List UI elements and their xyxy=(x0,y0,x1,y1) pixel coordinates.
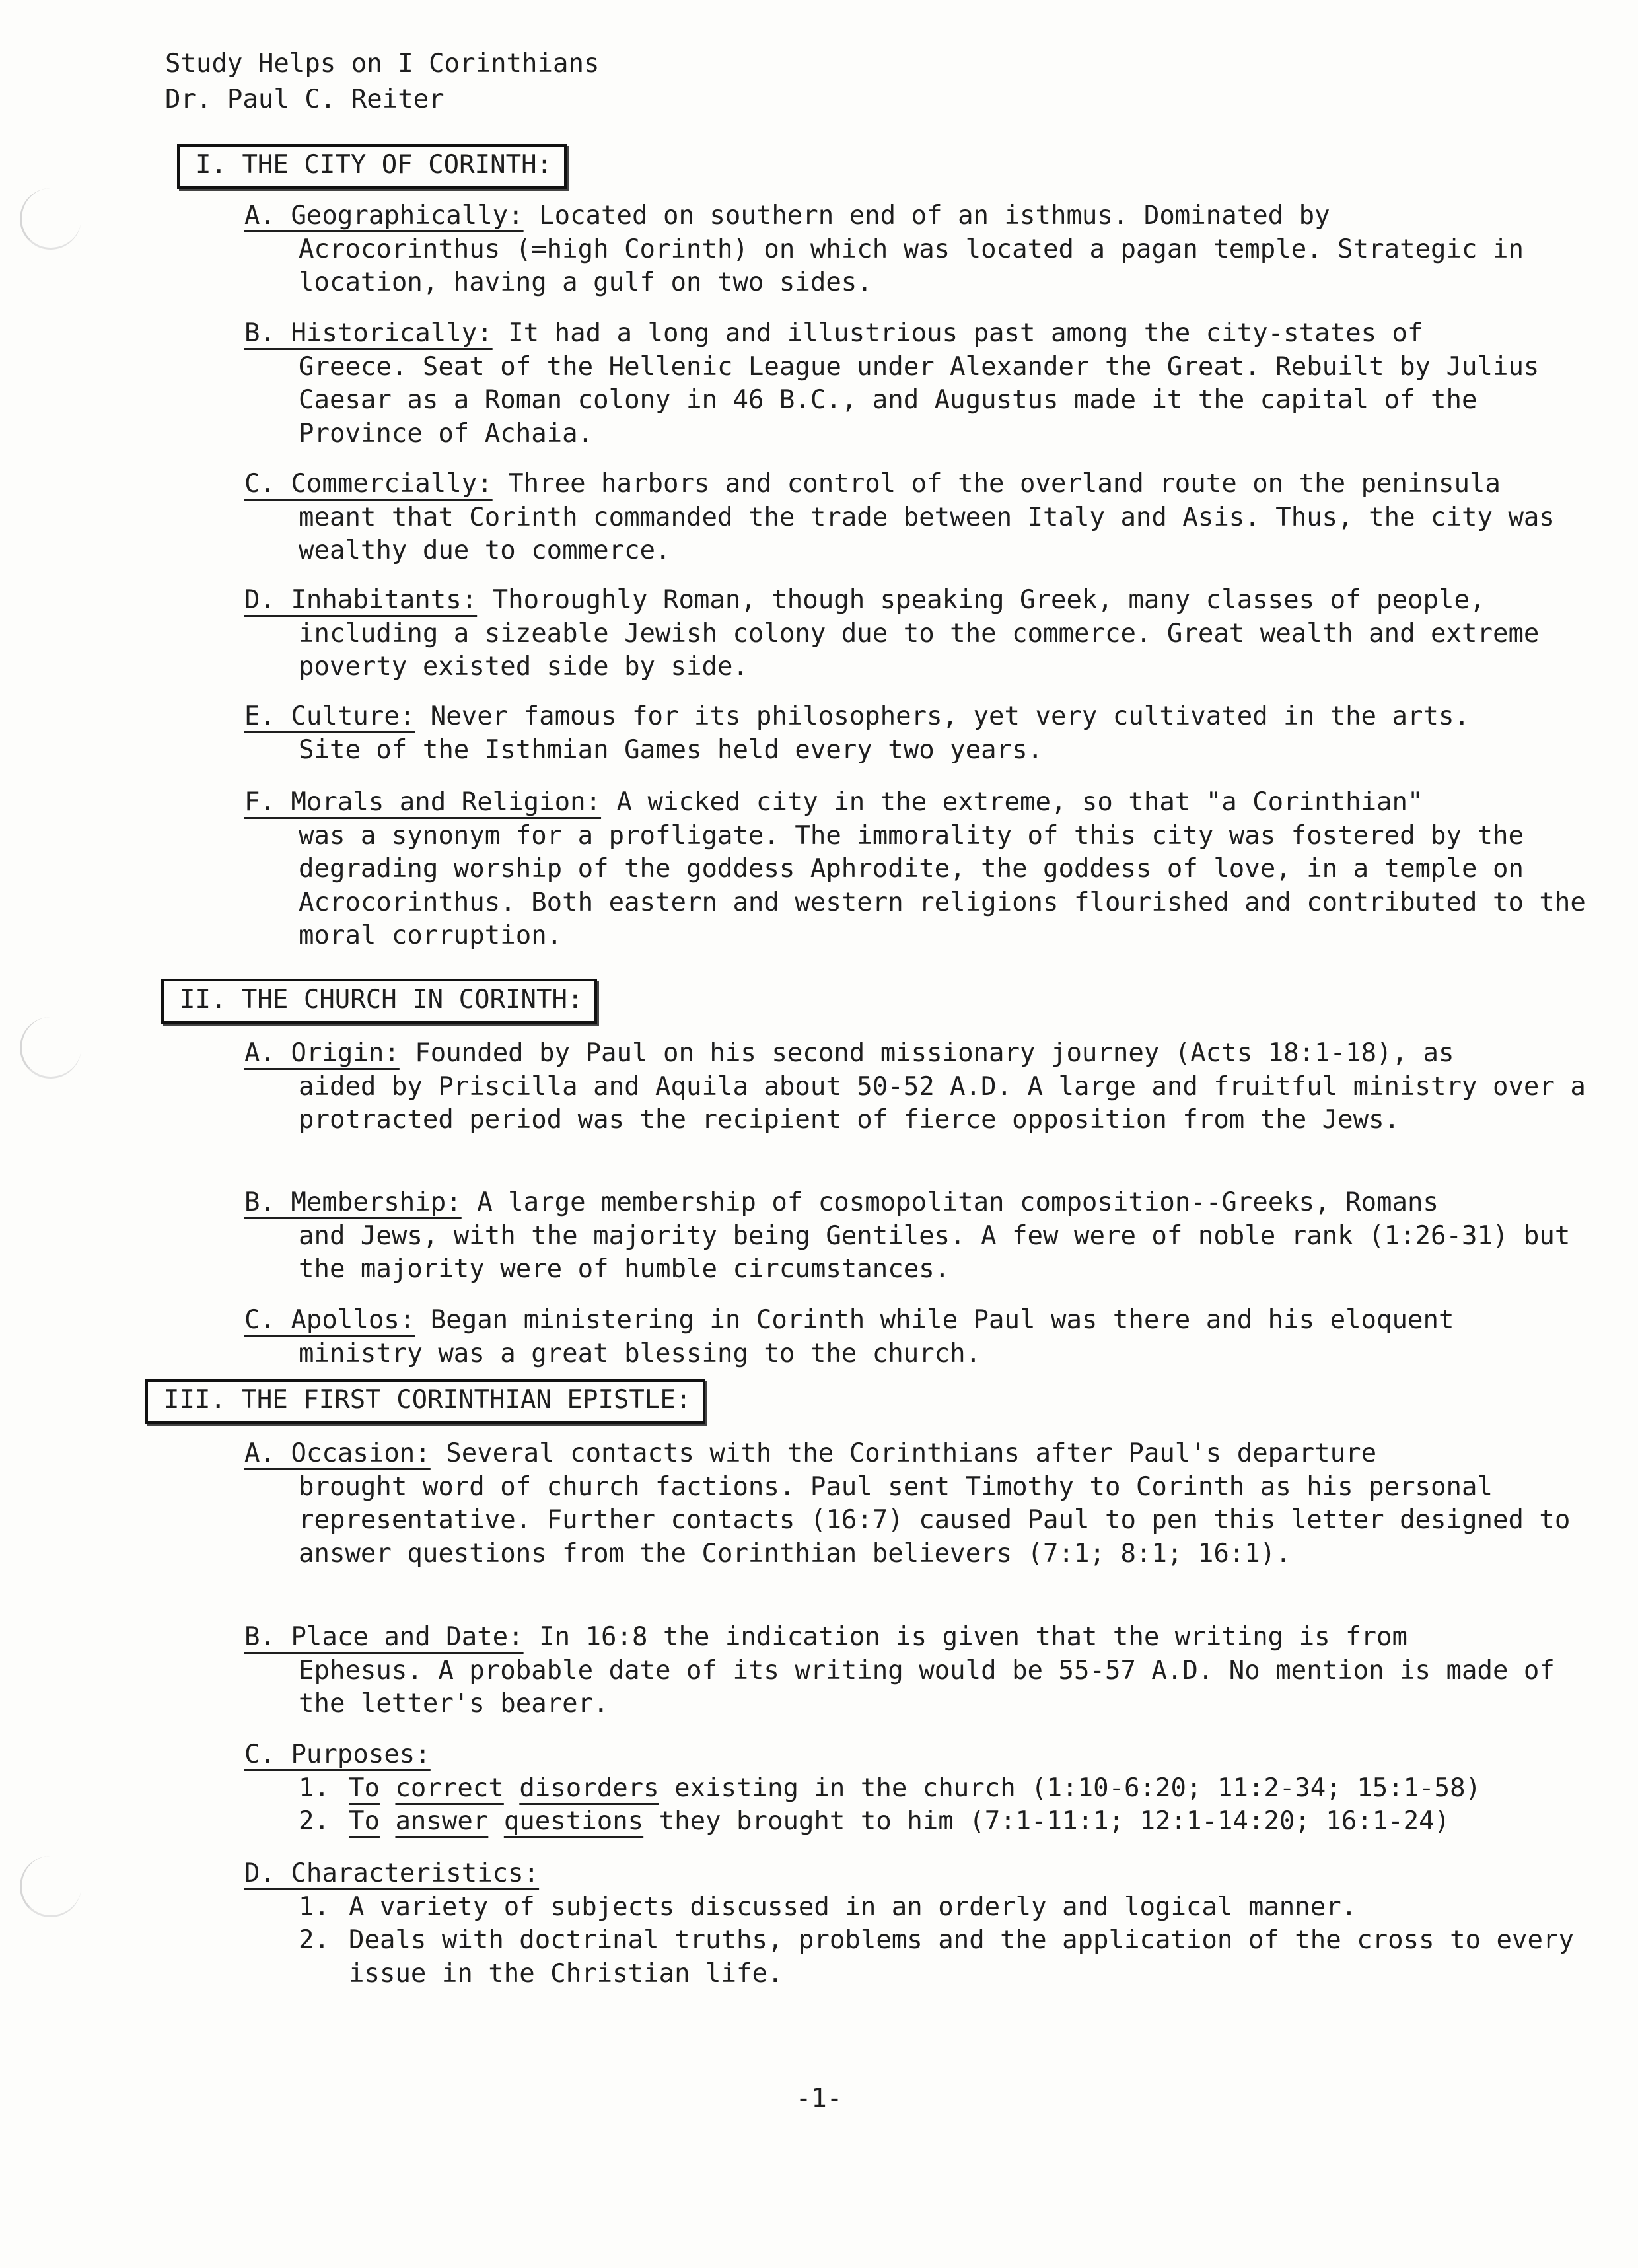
outline-item xyxy=(244,1437,1598,1571)
sub-item-number: 1. xyxy=(299,1773,330,1803)
item-label: C. Commercially: xyxy=(244,469,493,499)
sub-item-keyword: questions xyxy=(503,1806,644,1836)
sub-item-keyword: correct xyxy=(395,1773,504,1803)
sub-item-text: they brought to him (7:1-11:1; 12:1-14:20; 16:1-24) xyxy=(643,1806,1450,1836)
item-text-continued: ministry was a great blessing to the church. xyxy=(299,1338,981,1368)
outline-item xyxy=(244,700,1598,767)
item-label: C. Apollos: xyxy=(244,1305,415,1335)
sub-item-keyword: To xyxy=(349,1773,380,1803)
item-text-continued: brought word of church factions. Paul sent Timothy to Corinth as his personal representative. Further contacts (16:7) caused Paul to pen this letter designed to answer questions from the Corinthian believers (7:1; 8:1; 16:1). xyxy=(299,1471,1571,1569)
outline-item xyxy=(244,1186,1598,1287)
section-heading: I. THE CITY OF CORINTH: xyxy=(177,144,567,189)
outline-item xyxy=(244,468,1598,568)
punch-hole-mark xyxy=(20,1017,81,1079)
document-title: Study Helps on I Corinthians xyxy=(165,49,600,79)
item-text-continued: Acrocorinthus (=high Corinth) on which was located a pagan temple. Strategic in location, having a gulf on two sides. xyxy=(299,234,1524,297)
item-text-continued: Site of the Isthmian Games held every two years. xyxy=(299,734,1044,765)
sub-item-number: 2. xyxy=(299,1806,330,1836)
item-label: C. Purposes: xyxy=(244,1740,431,1769)
item-text: Founded by Paul on his second missionary journey (Acts 18:1-18), as xyxy=(399,1038,1454,1068)
outline-item xyxy=(244,786,1598,953)
sub-item-number: 1. xyxy=(299,1892,330,1922)
item-label: D. Characteristics: xyxy=(244,1859,540,1888)
item-label: A. Geographically: xyxy=(244,201,524,230)
punch-hole-mark xyxy=(20,188,81,250)
item-text: Located on southern end of an isthmus. Dominated by xyxy=(523,201,1330,230)
document-header xyxy=(165,46,599,118)
outline-item xyxy=(244,1621,1598,1721)
section-heading: II. THE CHURCH IN CORINTH: xyxy=(161,979,597,1024)
outline-item xyxy=(244,317,1598,450)
page-number: -1- xyxy=(795,2084,843,2113)
item-text-continued: aided by Priscilla and Aquila about 50-52 A.D. A large and fruitful ministry over a protracted period was the recipient of fierce opposition from the Jews. xyxy=(299,1071,1586,1135)
item-label: A. Origin: xyxy=(244,1038,400,1068)
item-text-continued: including a sizeable Jewish colony due to the commerce. Great wealth and extreme poverty existed side by side. xyxy=(299,618,1540,682)
item-text: Several contacts with the Corinthians after Paul's departure xyxy=(430,1438,1377,1468)
outline-item xyxy=(244,1037,1598,1137)
sub-item-text: A variety of subjects discussed in an orderly and logical manner. xyxy=(349,1892,1357,1922)
item-label: E. Culture: xyxy=(244,701,415,731)
item-text: In 16:8 the indication is given that the writing is from xyxy=(523,1622,1407,1652)
outline-item xyxy=(244,1304,1598,1370)
sub-item xyxy=(299,1924,1598,1991)
document-author: Dr. Paul C. Reiter xyxy=(165,85,445,114)
outline-item xyxy=(244,1857,1598,1991)
item-label: A. Occasion: xyxy=(244,1438,431,1468)
punch-hole-mark xyxy=(20,1856,81,1917)
item-text: Never famous for its philosophers, yet very cultivated in the arts. xyxy=(415,701,1470,731)
outline-item xyxy=(244,584,1598,684)
item-text: A large membership of cosmopolitan composition--Greeks, Romans xyxy=(461,1187,1439,1217)
item-text-continued: and Jews, with the majority being Gentiles. A few were of noble rank (1:26-31) but the majority were of humble circumstances. xyxy=(299,1221,1571,1284)
item-text: Thoroughly Roman, though speaking Greek, many classes of people, xyxy=(477,585,1485,615)
item-text-continued: Greece. Seat of the Hellenic League under Alexander the Great. Rebuilt by Julius Caesar as a Roman colony in 46 B.C., and Augustus made it the capital of the Province of Achaia. xyxy=(299,351,1540,448)
item-text: Three harbors and control of the overland route on the peninsula xyxy=(492,469,1501,499)
item-label: B. Membership: xyxy=(244,1187,462,1217)
item-text-continued: meant that Corinth commanded the trade between Italy and Asis. Thus, the city was wealthy due to commerce. xyxy=(299,502,1555,565)
item-text-continued: was a synonym for a profligate. The immorality of this city was fostered by the degrading worship of the goddess Aphrodite, the goddess of love, in a temple on Acrocorinthus. Both eastern and western religions flourished and contributed to the moral corruption. xyxy=(299,820,1586,950)
outline-item xyxy=(244,1738,1598,1839)
sub-item xyxy=(299,1891,1598,1925)
item-text: A wicked city in the extreme, so that "a Corinthian" xyxy=(601,787,1423,817)
sub-item-text: existing in the church (1:10-6:20; 11:2-34; 15:1-58) xyxy=(659,1773,1481,1803)
item-label: F. Morals and Religion: xyxy=(244,787,602,817)
item-label: D. Inhabitants: xyxy=(244,585,478,615)
sub-item-keyword: To xyxy=(349,1806,380,1836)
item-text: It had a long and illustrious past among the city-states of xyxy=(492,318,1423,348)
sub-item-keyword: disorders xyxy=(519,1773,659,1803)
sub-item-number: 2. xyxy=(299,1925,330,1955)
section-heading: III. THE FIRST CORINTHIAN EPISTLE: xyxy=(145,1379,705,1424)
sub-item xyxy=(299,1805,1598,1839)
item-label: B. Historically: xyxy=(244,318,493,348)
item-text: Began ministering in Corinth while Paul was there and his eloquent xyxy=(415,1305,1454,1335)
sub-item xyxy=(299,1772,1598,1806)
item-text-continued: Ephesus. A probable date of its writing would be 55-57 A.D. No mention is made of the letter's bearer. xyxy=(299,1655,1555,1719)
sub-item-text: Deals with doctrinal truths, problems and the application of the cross to every issue in the Christian life. xyxy=(349,1925,1574,1989)
sub-item-keyword: answer xyxy=(395,1806,489,1836)
outline-item xyxy=(244,199,1598,300)
item-label: B. Place and Date: xyxy=(244,1622,524,1652)
